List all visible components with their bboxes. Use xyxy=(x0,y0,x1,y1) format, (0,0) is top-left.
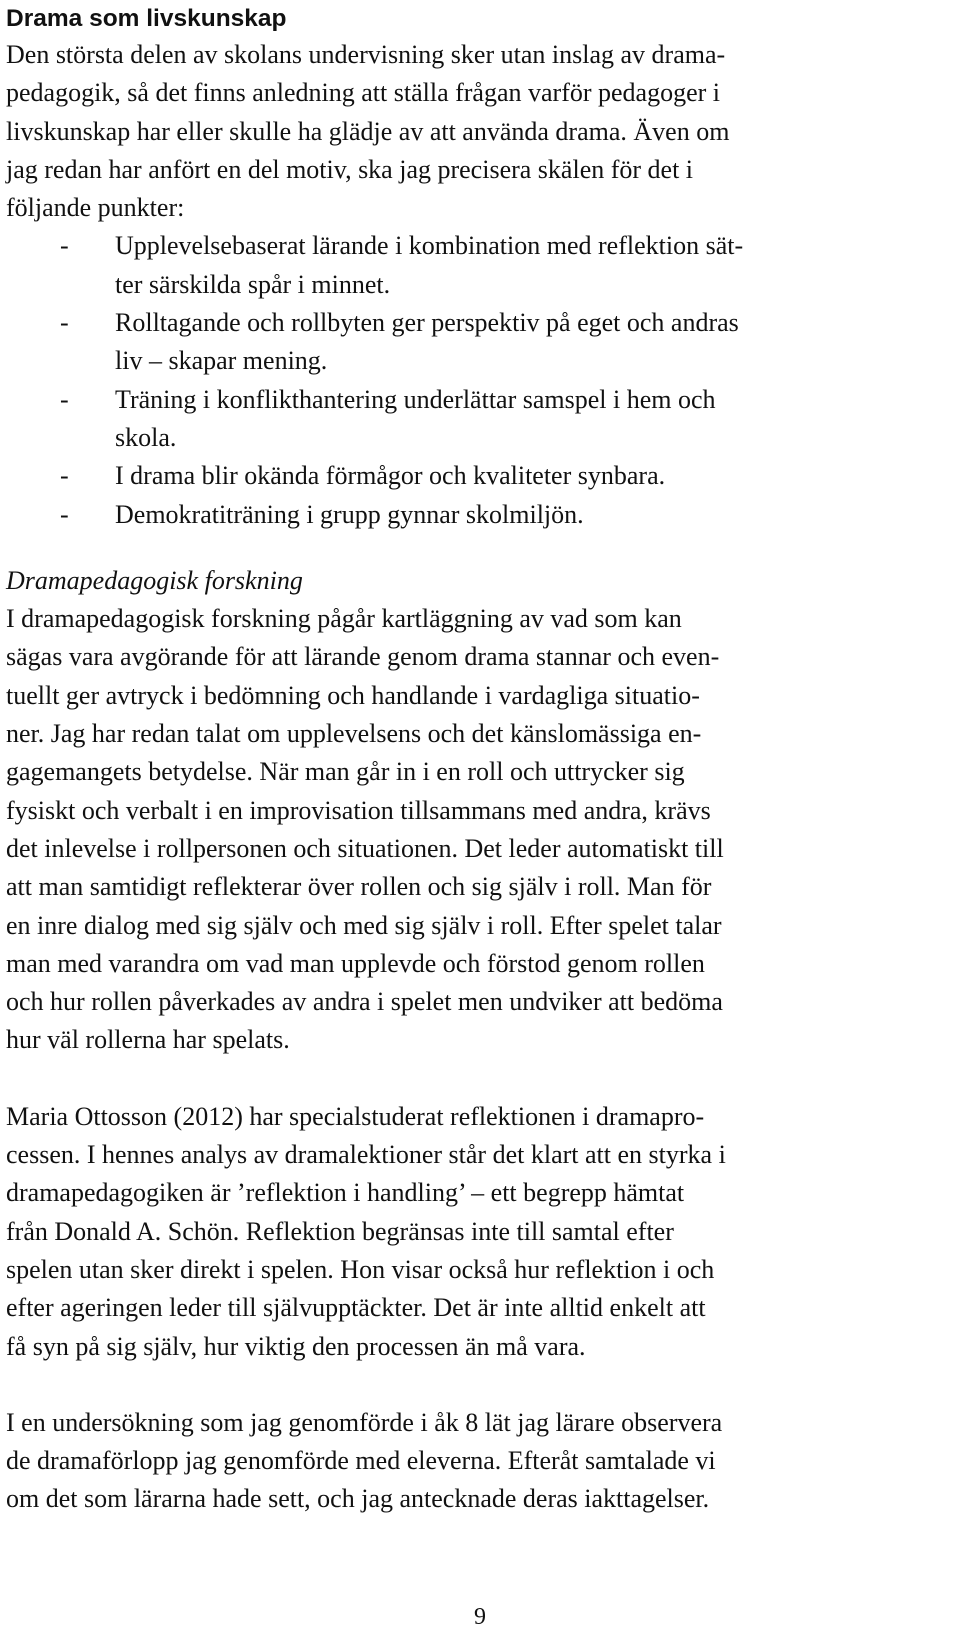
bullet-line: Träning i konflikthantering underlättar samspel i hem och xyxy=(115,384,716,414)
body-paragraph-3 xyxy=(6,1404,946,1519)
intro-paragraph xyxy=(6,36,946,227)
bullet-line: liv – skapar mening. xyxy=(115,346,328,376)
intro-line: livskunskap har eller skulle ha glädje av att använda drama. Även om xyxy=(6,116,730,146)
intro-line: jag redan har anfört en del motiv, ska jag precisera skälen för det i xyxy=(6,154,694,184)
paragraph-line: en inre dialog med sig själv och med sig själv i roll. Efter spelet talar xyxy=(6,910,722,940)
paragraph-line: de dramaförlopp jag genomförde med eleverna. Efteråt samtalade vi xyxy=(6,1446,716,1476)
body-paragraph-1 xyxy=(6,600,946,1060)
bullet-line: Demokratiträning i grupp gynnar skolmiljön. xyxy=(115,499,584,529)
bullet-line: skola. xyxy=(115,422,177,452)
paragraph-line: få syn på sig själv, hur viktig den processen än må vara. xyxy=(6,1331,586,1361)
paragraph-line: från Donald A. Schön. Reflektion begränsas inte till samtal efter xyxy=(6,1216,674,1246)
paragraph-line: spelen utan sker direkt i spelen. Hon visar också hur reflektion i och xyxy=(6,1254,715,1284)
bullet-item xyxy=(6,304,946,381)
paragraph-line: I en undersökning som jag genomförde i åk 8 lät jag lärare observera xyxy=(6,1407,723,1437)
bullet-item xyxy=(6,381,946,458)
intro-line: följande punkter: xyxy=(6,193,185,223)
paragraph-line: Maria Ottosson (2012) har specialstuderat reflektionen i dramapro- xyxy=(6,1101,705,1131)
document-page xyxy=(6,2,946,1519)
bullet-line: I drama blir okända förmågor och kvaliteter synbara. xyxy=(115,461,666,491)
paragraph-line: om det som lärarna hade sett, och jag antecknade deras iakttagelser. xyxy=(6,1484,710,1514)
paragraph-line: dramapedagogiken är ’reflektion i handling’ – ett begrepp hämtat xyxy=(6,1178,685,1208)
paragraph-line: det inlevelse i rollpersonen och situationen. Det leder automatiskt till xyxy=(6,833,724,863)
bullet-item xyxy=(6,457,946,495)
subsection-heading: Dramapedagogisk forskning xyxy=(6,565,303,595)
body-paragraph-2 xyxy=(6,1098,946,1366)
bullet-dash: - xyxy=(60,384,69,414)
bullet-list xyxy=(6,227,946,533)
paragraph-line: cessen. I hennes analys av dramalektioner står det klart att en styrka i xyxy=(6,1140,726,1170)
bullet-dash: - xyxy=(60,461,69,491)
paragraph-line: ner. Jag har redan talat om upplevelsens och det känslomässiga en- xyxy=(6,719,702,749)
bullet-line: Upplevelsebaserat lärande i kombination med reflektion sät- xyxy=(115,231,744,261)
paragraph-line: fysiskt och verbalt i en improvisation tillsammans med andra, krävs xyxy=(6,795,711,825)
bullet-item xyxy=(6,227,946,304)
paragraph-line: att man samtidigt reflekterar över rollen och sig själv i roll. Man för xyxy=(6,872,712,902)
paragraph-line: hur väl rollerna har spelats. xyxy=(6,1025,290,1055)
bullet-item xyxy=(6,496,946,534)
paragraph-line: sägas vara avgörande för att lärande genom drama stannar och even- xyxy=(6,642,720,672)
paragraph-line: och hur rollen påverkades av andra i spelet men undviker att bedöma xyxy=(6,987,723,1017)
bullet-dash: - xyxy=(60,231,69,261)
paragraph-line: efter ageringen leder till självupptäckter. Det är inte alltid enkelt att xyxy=(6,1293,706,1323)
bullet-dash: - xyxy=(60,499,69,529)
paragraph-line: I dramapedagogisk forskning pågår kartläggning av vad som kan xyxy=(6,604,682,634)
page-number: 9 xyxy=(474,1604,486,1630)
paragraph-line: man med varandra om vad man upplevde och förstod genom rollen xyxy=(6,948,705,978)
paragraph-line: gagemangets betydelse. När man går in i en roll och uttrycker sig xyxy=(6,757,685,787)
bullet-line: ter särskilda spår i minnet. xyxy=(115,269,391,299)
bullet-dash: - xyxy=(60,308,69,338)
bullet-line: Rolltagande och rollbyten ger perspektiv på eget och andras xyxy=(115,308,739,338)
intro-line: Den största delen av skolans undervisning sker utan inslag av drama- xyxy=(6,40,726,69)
section-heading: Drama som livskunskap xyxy=(6,5,287,32)
intro-line: pedagogik, så det finns anledning att ställa frågan varför pedagoger i xyxy=(6,78,721,108)
paragraph-line: tuellt ger avtryck i bedömning och handlande i vardagliga situatio- xyxy=(6,680,700,710)
